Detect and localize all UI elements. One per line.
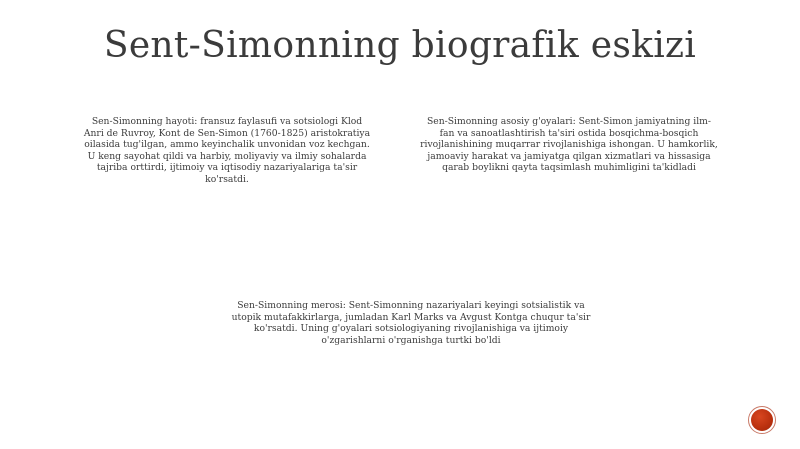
circle-button-icon[interactable]	[748, 406, 776, 434]
circle-button-dot	[751, 409, 773, 431]
paragraph-main-ideas: Sen-Simonning asosiy g'oyalari: Sent-Simon jamiyatning ilm-fan va sanoatlashtirish ta'siri ostida bosqichma-bosqich rivojlanishining muqarrar rivojlanishiga ishongan. U hamkorlik, jamoaviy harakat va jamiyatga qilgan xizmatlari va hissasiga qarab boylikni qayta taqsimlash muhimligini ta'kidladi	[420, 116, 718, 174]
slide-title: Sent-Simonning biografik eskizi	[103, 25, 697, 66]
paragraph-legacy: Sen-Simonning merosi: Sent-Simonning nazariyalari keyingi sotsialistik va utopik mutafakkirlarga, jumladan Karl Marks va Avgust Kontga chuqur ta'sir ko'rsatdi. Uning g'oyalari sotsiologiyaning rivojlanishiga va ijtimoiy o'zgarishlarni o'rganishga turtki bo'ldi	[231, 300, 591, 346]
paragraph-biography: Sen-Simonning hayoti: fransuz faylasufi va sotsiologi Klod Anri de Ruvroy, Kont de Sen-Simon (1760-1825) aristokratiya oilasida tug'ilgan, ammo keyinchalik unvonidan voz kechgan. U keng sayohat qildi va harbiy, moliyaviy va ilmiy sohalarda tajriba orttirdi, ijtimoiy va iqtisodiy nazariyalariga ta'sir ko'rsatdi.	[83, 116, 371, 185]
